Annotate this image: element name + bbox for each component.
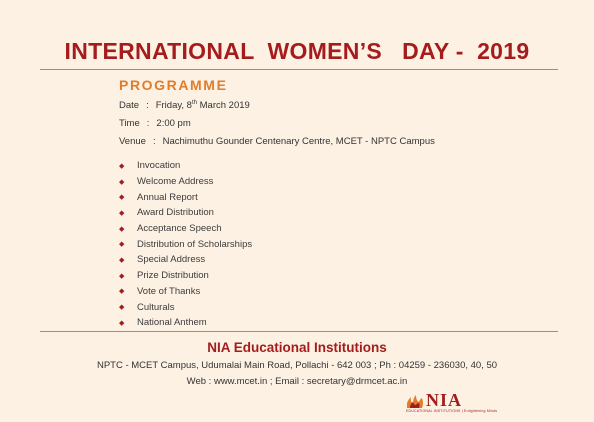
list-item: ◆ Vote of Thanks xyxy=(119,285,201,297)
diamond-bullet-icon: ◆ xyxy=(119,209,125,217)
venue-row xyxy=(119,136,435,154)
date-row xyxy=(119,100,435,118)
diamond-bullet-icon: ◆ xyxy=(119,319,125,327)
time-separator: : xyxy=(146,118,150,129)
bottom-divider xyxy=(40,331,558,332)
list-item: ◆ Invocation xyxy=(119,160,181,172)
list-item: ◆ Special Address xyxy=(119,254,206,266)
diamond-bullet-icon: ◆ xyxy=(119,256,125,264)
diamond-bullet-icon: ◆ xyxy=(119,225,125,233)
date-separator: : xyxy=(146,100,149,112)
venue-label: Venue xyxy=(119,136,146,147)
page-title: INTERNATIONAL WOMEN’S DAY - 2019 xyxy=(64,38,530,64)
diamond-bullet-icon: ◆ xyxy=(119,288,125,296)
programme-list xyxy=(119,158,252,331)
diamond-bullet-icon: ◆ xyxy=(119,162,125,170)
logo-tagline: EDUCATIONAL INSTITUTIONS | Enlightening Minds xyxy=(406,409,498,413)
list-item: ◆ Prize Distribution xyxy=(119,270,209,282)
diamond-bullet-icon: ◆ xyxy=(119,241,125,249)
time-row xyxy=(119,118,435,136)
list-item: ◆ National Anthem xyxy=(119,317,207,329)
footer-address: NPTC - MCET Campus, Udumalai Main Road, Pollachi - 642 003 ; Ph : 04259 - 236030, 40, 50 xyxy=(96,360,498,371)
list-item: ◆ Annual Report xyxy=(119,191,198,203)
flame-emblem-icon xyxy=(404,393,426,409)
programme-heading: PROGRAMME xyxy=(119,77,228,93)
footer-web-email: Web : www.mcet.in ; Email : secretary@drmcet.ac.in xyxy=(186,376,408,387)
list-item: ◆ Acceptance Speech xyxy=(119,223,222,235)
venue-value: Nachimuthu Gounder Centenary Centre, MCET - NPTC Campus xyxy=(162,136,435,147)
venue-separator: : xyxy=(152,136,156,147)
list-item: ◆ Culturals xyxy=(119,301,175,313)
list-item: ◆ Distribution of Scholarships xyxy=(119,238,253,250)
time-label: Time xyxy=(119,118,140,129)
organization-name: NIA Educational Institutions xyxy=(207,340,387,355)
date-label: Date xyxy=(119,100,140,112)
diamond-bullet-icon: ◆ xyxy=(119,178,125,186)
event-details xyxy=(119,100,435,154)
diamond-bullet-icon: ◆ xyxy=(119,194,125,202)
list-item: ◆ Award Distribution xyxy=(119,207,214,219)
list-item: ◆ Welcome Address xyxy=(119,176,214,188)
date-value: Friday, 8th March 2019 xyxy=(155,100,250,112)
nia-logo xyxy=(404,390,498,416)
diamond-bullet-icon: ◆ xyxy=(119,304,125,312)
diamond-bullet-icon: ◆ xyxy=(119,272,125,280)
top-divider xyxy=(40,69,558,70)
time-value: 2:00 pm xyxy=(156,118,191,129)
logo-name: NIA xyxy=(426,390,463,410)
